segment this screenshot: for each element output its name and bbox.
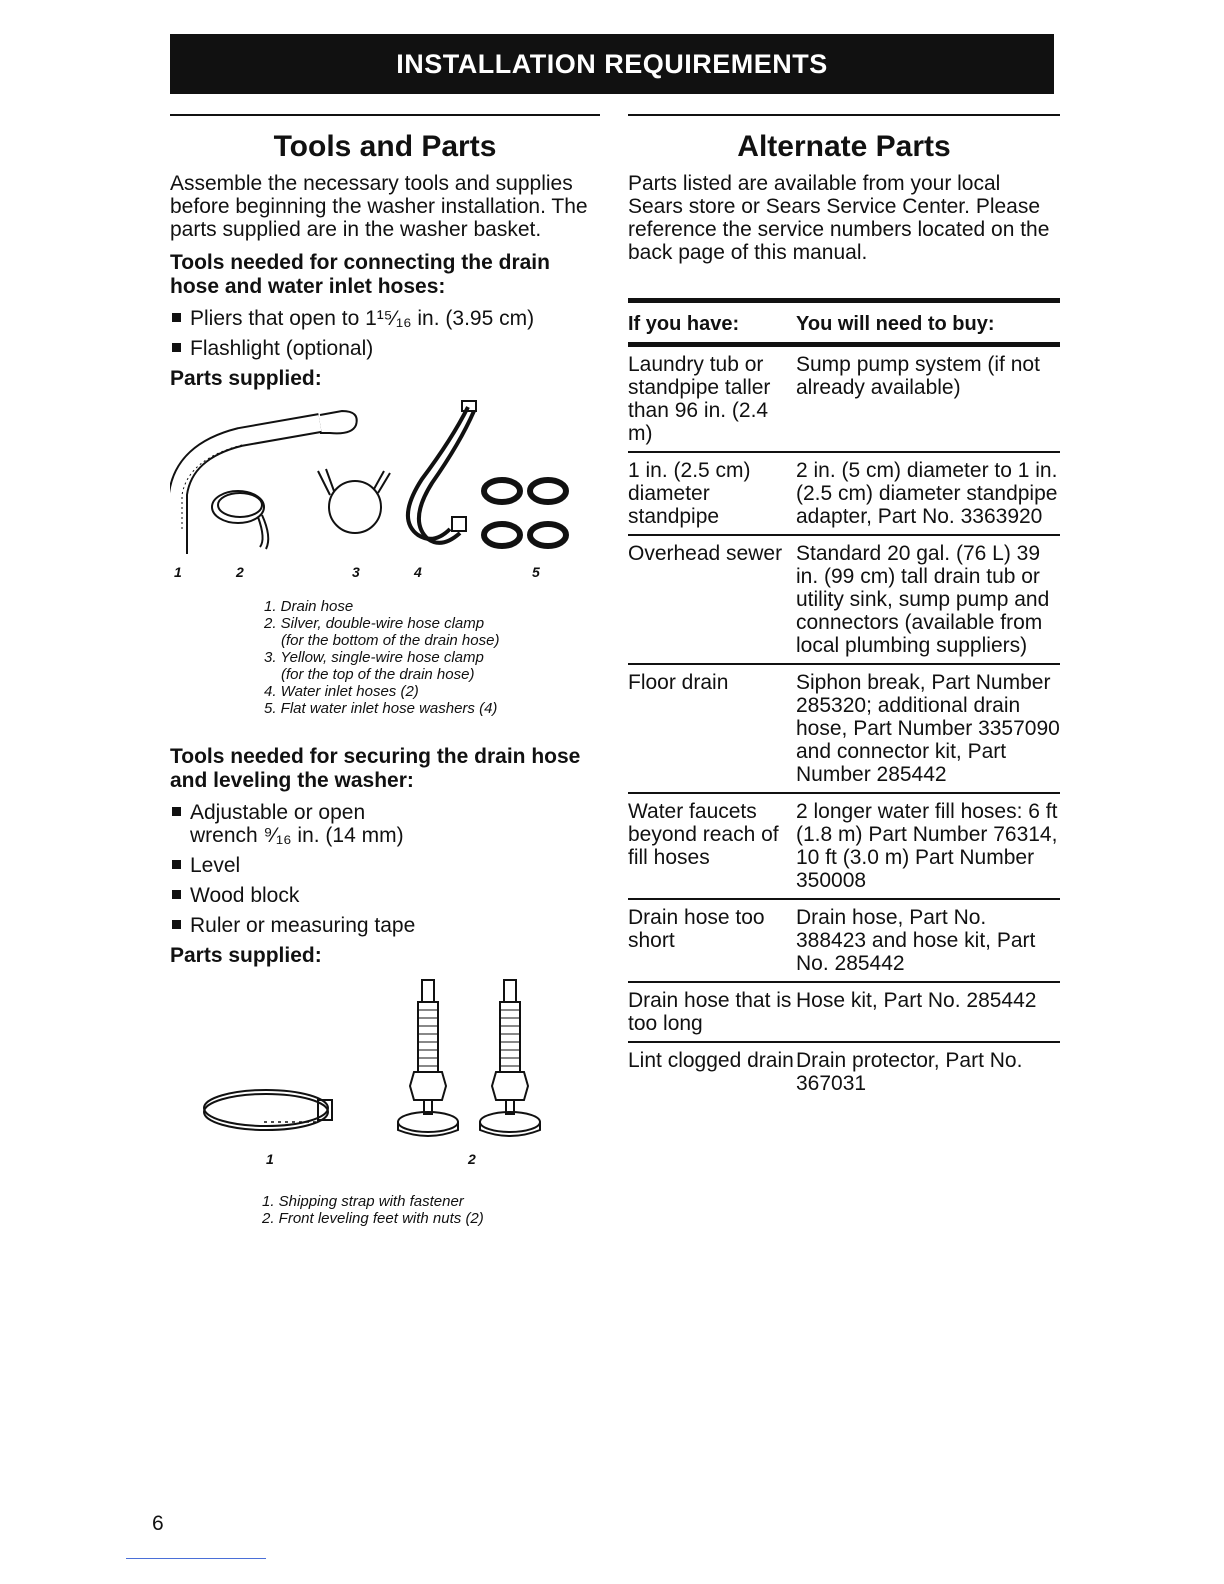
table-cell: Water faucets beyond reach of fill hoses xyxy=(628,793,796,899)
caption-text: 5. Flat water inlet hose washers (4) xyxy=(264,700,498,717)
leveling-foot-illustration xyxy=(398,980,458,1136)
list-item-text: Level xyxy=(190,854,241,877)
table-cell: Drain hose too short xyxy=(628,899,796,982)
list-item-text: Wood block xyxy=(190,884,300,907)
figure1-numbers xyxy=(170,564,600,582)
parts-figure-2 xyxy=(170,976,600,1146)
table-row xyxy=(628,452,1060,535)
list-item-text: Ruler or measuring tape xyxy=(190,914,416,937)
water-inlet-hoses-illustration xyxy=(408,401,476,543)
caption-item xyxy=(264,598,600,615)
table-row xyxy=(628,982,1060,1042)
alternate-parts-title: Alternate Parts xyxy=(737,130,951,163)
alternate-parts-table xyxy=(628,298,1060,1101)
bullet-icon xyxy=(172,807,181,816)
table-cell: 1 in. (2.5 cm) diameter standpipe xyxy=(628,452,796,535)
caption-text: 2. Front leveling feet with nuts (2) xyxy=(262,1210,484,1227)
table-header: You will need to buy: xyxy=(796,313,995,335)
list-item xyxy=(170,914,600,937)
figure-number: 2 xyxy=(468,1151,476,1167)
table-cell: Lint clogged drain xyxy=(628,1049,794,1072)
list-item xyxy=(170,884,600,907)
tools-intro: Assemble the necessary tools and supplies before beginning the washer installation. The parts supplied are in the washer basket. xyxy=(170,172,588,241)
table-cell: Siphon break, Part Number 285320; additional drain hose, Part Number 3357090 and connector kit, Part Number 285442 xyxy=(796,664,1060,793)
section2-heading: Tools needed for securing the drain hose and leveling the washer: xyxy=(170,745,581,792)
shipping-strap-illustration xyxy=(204,1090,332,1130)
footer-rule xyxy=(126,1558,266,1559)
table-header: If you have: xyxy=(628,313,740,335)
caption-item xyxy=(264,700,600,717)
caption-text: 3. Yellow, single-wire hose clamp xyxy=(264,649,484,666)
caption-item xyxy=(262,1193,600,1210)
parts-figure-1 xyxy=(170,399,600,559)
caption-item xyxy=(264,683,600,700)
figure-number: 4 xyxy=(414,564,422,580)
bullet-icon xyxy=(172,860,181,869)
table-cell: Drain protector, Part No. 367031 xyxy=(796,1049,1023,1095)
section1-list xyxy=(170,307,600,360)
list-item xyxy=(170,801,430,847)
caption-text: 2. Silver, double-wire hose clamp xyxy=(264,615,485,632)
caption-subtext: (for the bottom of the drain hose) xyxy=(281,632,500,649)
table-cell: Sump pump system (if not already available) xyxy=(796,345,1060,453)
list-item xyxy=(170,307,600,330)
alternate-parts-column xyxy=(628,114,1060,1101)
caption-subtext: (for the top of the drain hose) xyxy=(281,666,475,683)
caption-text: 1. Shipping strap with fastener xyxy=(262,1193,464,1210)
table-row xyxy=(628,535,1060,664)
table-cell: 2 in. (5 cm) diameter to 1 in. (2.5 cm) diameter standpipe adapter, Part No. 3363920 xyxy=(796,452,1060,535)
section2-list xyxy=(170,801,600,937)
figure-number: 5 xyxy=(532,564,540,580)
column-rule xyxy=(628,114,1060,116)
bullet-icon xyxy=(172,313,181,322)
parts2-label: Parts supplied: xyxy=(170,944,322,967)
bullet-icon xyxy=(172,890,181,899)
tools-and-parts-column xyxy=(170,114,600,1227)
figure-number: 1 xyxy=(174,564,182,580)
table-cell: Drain hose, Part No. 388423 and hose kit, Part No. 285442 xyxy=(796,899,1060,982)
page-number: 6 xyxy=(152,1512,164,1535)
section1-heading: Tools needed for connecting the drain hose and water inlet hoses: xyxy=(170,251,550,298)
caption-text: 4. Water inlet hoses (2) xyxy=(264,683,419,700)
tools-and-parts-title: Tools and Parts xyxy=(273,130,497,163)
section-banner: INSTALLATION REQUIREMENTS xyxy=(170,34,1054,94)
figure-number: 3 xyxy=(352,564,360,580)
table-cell: Hose kit, Part No. 285442 xyxy=(796,982,1060,1042)
double-wire-clamp-illustration xyxy=(212,491,268,549)
table-cell: Laundry tub or standpipe taller than 96 in. (2.4 m) xyxy=(628,345,796,453)
alternate-parts-intro: Parts listed are available from your local Sears store or Sears Service Center. Please reference the service numbers located on the back page of this manual. xyxy=(628,172,1050,264)
table-cell: Standard 20 gal. (76 L) 39 in. (99 cm) tall drain tub or utility sink, sump pump and connectors (available from local plumbing suppliers) xyxy=(796,535,1060,664)
table-row xyxy=(628,1042,1060,1101)
figure2-numbers xyxy=(170,1151,600,1169)
parts1-label: Parts supplied: xyxy=(170,367,322,390)
figure-number: 1 xyxy=(266,1151,274,1167)
hose-washers-illustration xyxy=(484,480,566,546)
table-header-row xyxy=(628,301,1060,345)
leveling-foot-illustration xyxy=(480,980,540,1136)
caption-item xyxy=(264,649,600,683)
list-item-text: Flashlight (optional) xyxy=(190,337,374,360)
list-item-text: Pliers that open to 1¹⁵⁄₁₆ in. (3.95 cm) xyxy=(190,307,535,330)
list-item xyxy=(170,854,600,877)
table-row xyxy=(628,664,1060,793)
table-row xyxy=(628,899,1060,982)
list-item xyxy=(170,337,600,360)
table-cell: Drain hose that is too long xyxy=(628,982,796,1042)
bullet-icon xyxy=(172,920,181,929)
table-cell: Floor drain xyxy=(628,664,796,793)
table-row xyxy=(628,345,1060,453)
table-cell: 2 longer water fill hoses: 6 ft (1.8 m) Part Number 76314, 10 ft (3.0 m) Part Number 350008 xyxy=(796,793,1060,899)
single-wire-clamp-illustration xyxy=(318,469,390,533)
table-row xyxy=(628,793,1060,899)
figure-number: 2 xyxy=(236,564,244,580)
caption-item xyxy=(262,1210,600,1227)
table-cell: Overhead sewer xyxy=(628,535,796,664)
figure2-captions xyxy=(262,1193,600,1227)
figure1-captions xyxy=(264,598,600,717)
caption-text: 1. Drain hose xyxy=(264,598,354,615)
bullet-icon xyxy=(172,343,181,352)
caption-item xyxy=(264,615,600,649)
column-rule xyxy=(170,114,600,116)
list-item-text: Adjustable or open wrench ⁹⁄₁₆ in. (14 mm) xyxy=(190,801,404,847)
